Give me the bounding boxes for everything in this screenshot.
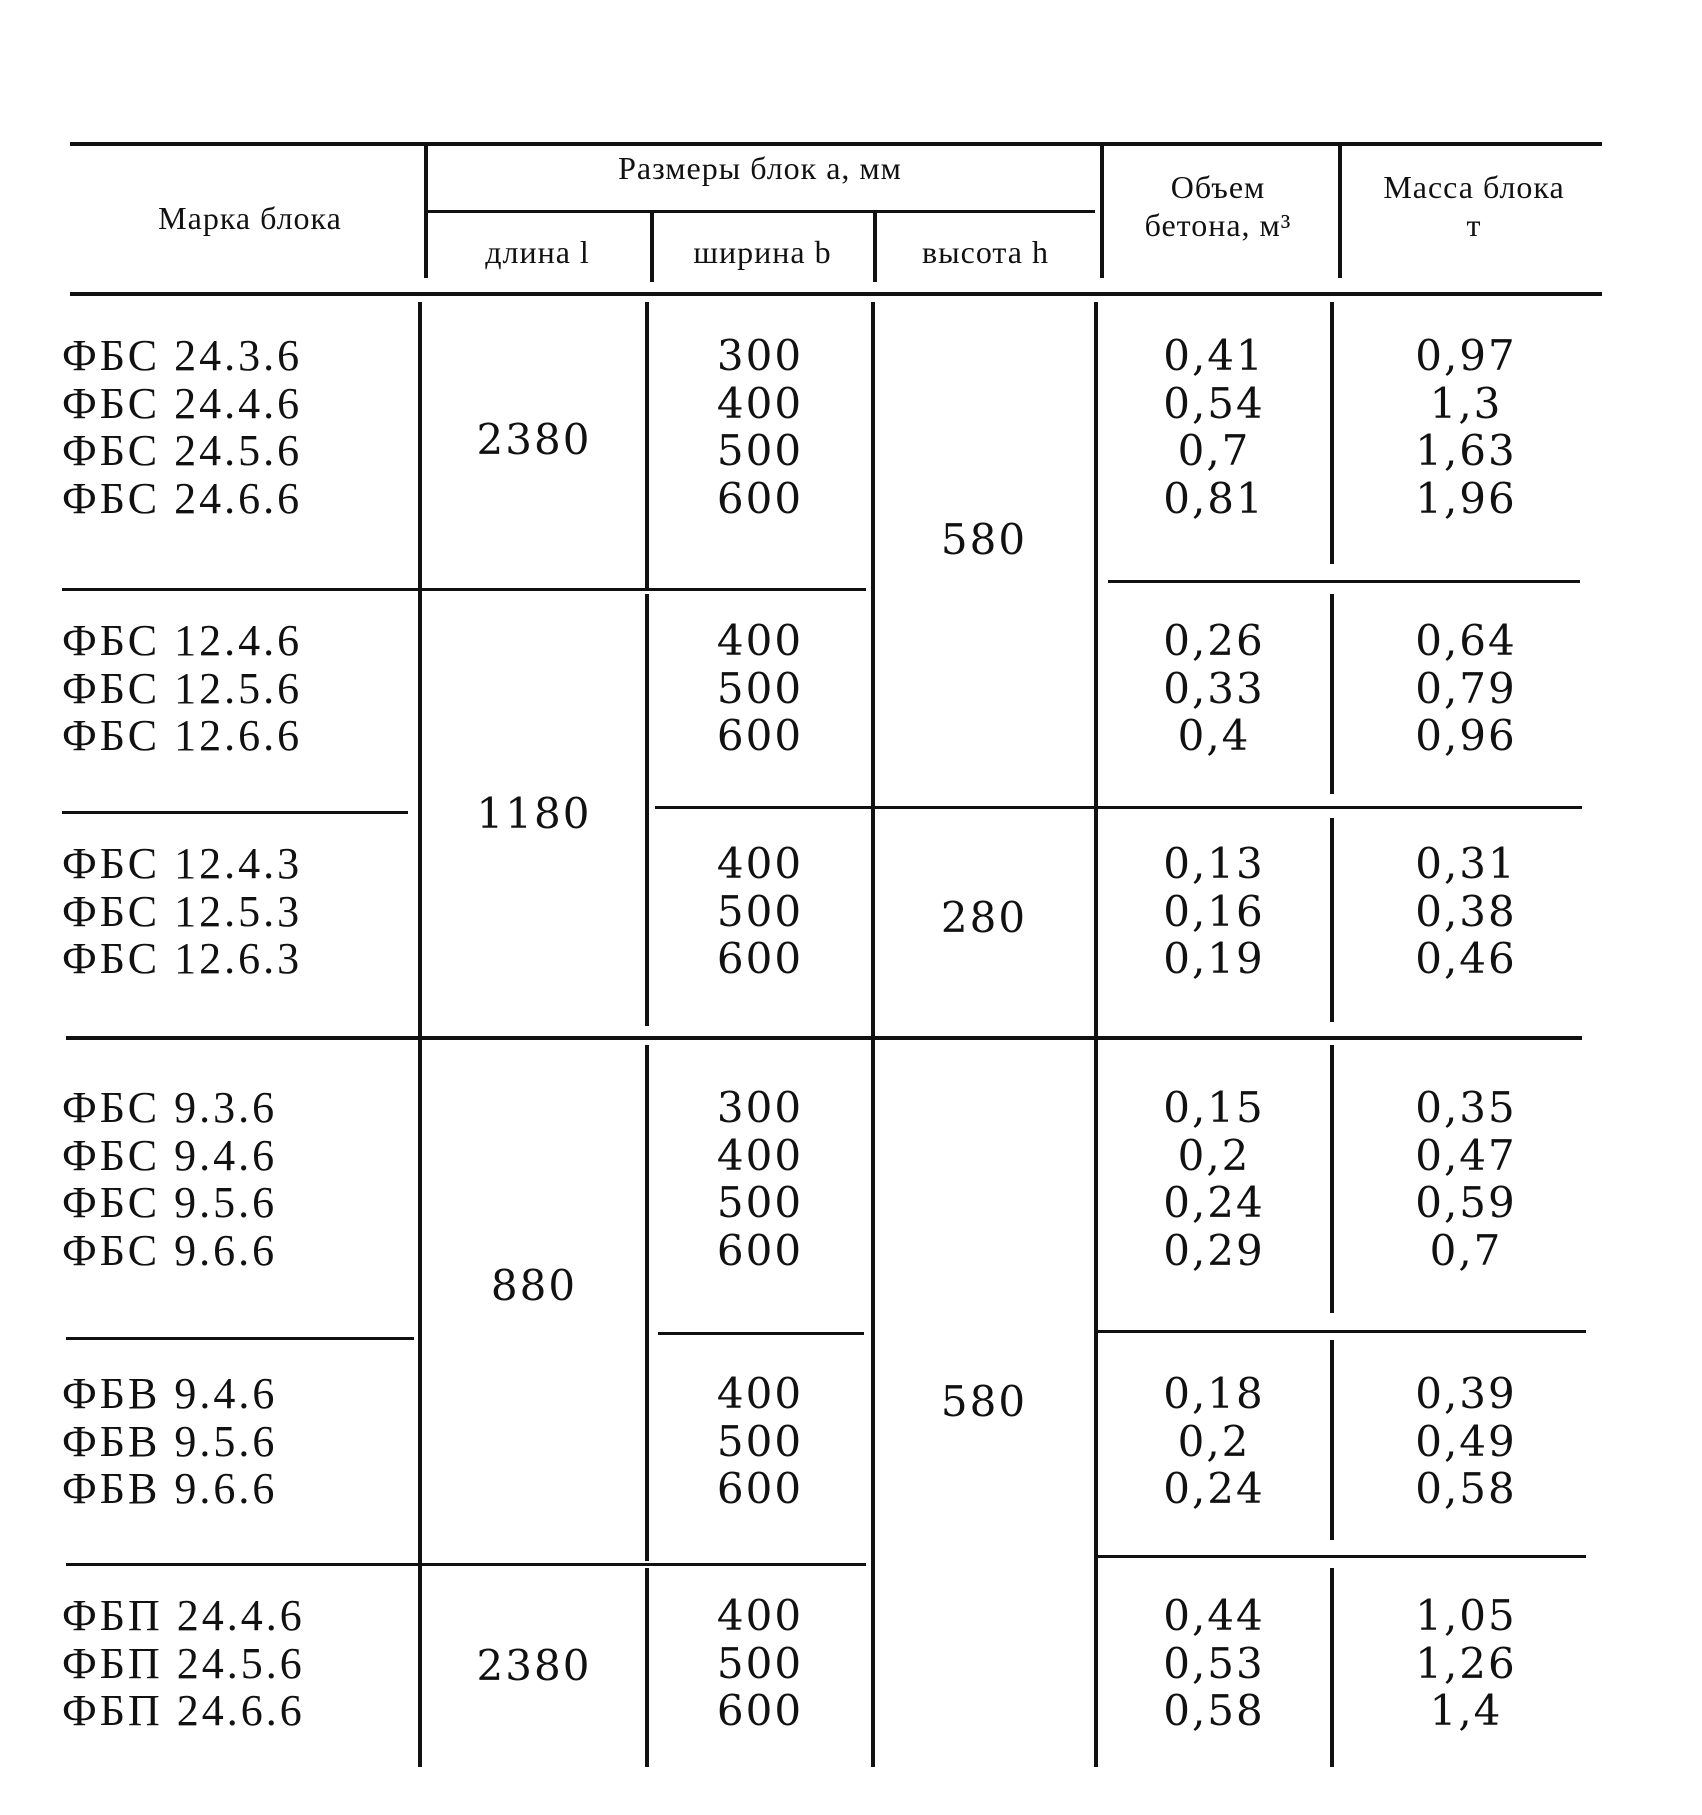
block-mark: ФБС 9.6.6 — [62, 1225, 278, 1275]
width-value: 400 — [716, 839, 804, 888]
block-mark: ФБС 9.4.6 — [62, 1130, 278, 1180]
header-length: длина l — [485, 234, 590, 270]
length-cell: 2380 — [476, 1641, 592, 1690]
block-mark: ФБВ 9.4.6 — [62, 1369, 278, 1418]
block-mark: ФБП 24.6.6 — [62, 1686, 305, 1735]
block-mark: ФБС 12.6.3 — [62, 934, 303, 983]
header-height: высота h — [922, 234, 1049, 270]
volume-value: 0,54 — [1163, 378, 1265, 428]
width-value: 400 — [716, 1591, 804, 1640]
mass-value: 1,26 — [1415, 1638, 1517, 1688]
volume-value: 0,33 — [1163, 663, 1265, 713]
block-mark: ФБС 9.3.6 — [62, 1083, 278, 1132]
block-mark: ФБС 9.5.6 — [62, 1178, 278, 1227]
block-mark: ФБС 12.5.3 — [62, 886, 303, 936]
height-cell: 280 — [940, 893, 1028, 942]
mass-value: 0,39 — [1415, 1369, 1517, 1418]
mass-value: 0,7 — [1429, 1225, 1503, 1275]
block-mark: ФБВ 9.6.6 — [62, 1464, 278, 1513]
block-mark: ФБС 24.6.6 — [62, 473, 303, 523]
width-value: 500 — [716, 886, 804, 936]
volume-value: 0,41 — [1163, 331, 1265, 380]
width-value: 300 — [716, 1083, 804, 1132]
width-value: 500 — [716, 1178, 804, 1227]
width-value: 600 — [716, 1686, 804, 1735]
volume-value: 0,7 — [1177, 426, 1251, 475]
volume-value: 0,2 — [1177, 1130, 1251, 1180]
volume-value: 0,15 — [1163, 1083, 1265, 1132]
volume-value: 0,2 — [1177, 1416, 1251, 1466]
volume-value: 0,4 — [1177, 711, 1251, 760]
height-cell: 580 — [940, 1377, 1028, 1426]
block-mark: ФБС 12.6.6 — [62, 711, 303, 760]
width-value: 500 — [716, 1638, 804, 1688]
mass-value: 0,31 — [1415, 839, 1517, 888]
block-mark: ФБВ 9.5.6 — [62, 1416, 278, 1466]
volume-value: 0,19 — [1163, 934, 1265, 983]
width-value: 400 — [716, 616, 804, 665]
mass-value: 0,46 — [1415, 934, 1517, 983]
block-mark: ФБП 24.5.6 — [62, 1638, 305, 1688]
block-mark: ФБС 24.5.6 — [62, 426, 303, 475]
mass-value: 1,96 — [1415, 473, 1517, 523]
volume-value: 0,13 — [1163, 839, 1265, 888]
length-cell: 880 — [490, 1261, 578, 1310]
width-value: 400 — [716, 378, 804, 428]
mass-value: 0,59 — [1415, 1178, 1517, 1227]
mass-value: 0,97 — [1415, 331, 1517, 380]
volume-value: 0,24 — [1163, 1178, 1265, 1227]
volume-value: 0,44 — [1163, 1591, 1265, 1640]
header-dims: Размеры блок а, мм — [618, 150, 902, 186]
mass-value: 1,4 — [1429, 1686, 1503, 1735]
width-value: 500 — [716, 663, 804, 713]
header-width: ширина b — [693, 234, 832, 270]
width-value: 600 — [716, 1225, 804, 1275]
volume-value: 0,16 — [1163, 886, 1265, 936]
volume-value: 0,26 — [1163, 616, 1265, 665]
length-cell: 2380 — [476, 415, 592, 464]
volume-value: 0,81 — [1163, 473, 1265, 523]
block-mark: ФБП 24.4.6 — [62, 1591, 305, 1640]
mass-value: 0,79 — [1415, 663, 1517, 713]
mass-value: 0,96 — [1415, 711, 1517, 760]
mass-value: 0,58 — [1415, 1464, 1517, 1513]
header-mark: Марка блока — [158, 200, 342, 236]
height-cell: 580 — [940, 515, 1028, 564]
volume-value: 0,58 — [1163, 1686, 1265, 1735]
length-cell: 1180 — [476, 789, 592, 838]
mass-value: 0,38 — [1415, 886, 1517, 936]
block-mark: ФБС 24.3.6 — [62, 331, 303, 380]
width-value: 400 — [716, 1369, 804, 1418]
volume-value: 0,24 — [1163, 1464, 1265, 1513]
block-mark: ФБС 12.4.3 — [62, 839, 303, 888]
width-value: 300 — [716, 331, 804, 380]
width-value: 600 — [716, 711, 804, 760]
block-mark: ФБС 12.5.6 — [62, 663, 303, 713]
mass-value: 0,47 — [1415, 1130, 1517, 1180]
volume-value: 0,53 — [1163, 1638, 1265, 1688]
block-mark: ФБС 12.4.6 — [62, 616, 303, 665]
mass-value: 0,35 — [1415, 1083, 1517, 1132]
width-value: 400 — [716, 1130, 804, 1180]
volume-value: 0,29 — [1163, 1225, 1265, 1275]
mass-value: 0,49 — [1415, 1416, 1517, 1466]
width-value: 500 — [716, 1416, 804, 1466]
header-volume: Объем бетона, м³ — [1144, 169, 1292, 243]
width-value: 600 — [716, 1464, 804, 1513]
header-mass: Масса блока т — [1383, 169, 1565, 243]
mass-value: 1,63 — [1415, 426, 1517, 475]
mass-value: 1,05 — [1415, 1591, 1517, 1640]
mass-value: 1,3 — [1429, 378, 1503, 428]
block-mark: ФБС 24.4.6 — [62, 378, 303, 428]
volume-value: 0,18 — [1163, 1369, 1265, 1418]
width-value: 600 — [716, 934, 804, 983]
mass-value: 0,64 — [1415, 616, 1517, 665]
width-value: 500 — [716, 426, 804, 475]
width-value: 600 — [716, 473, 804, 523]
